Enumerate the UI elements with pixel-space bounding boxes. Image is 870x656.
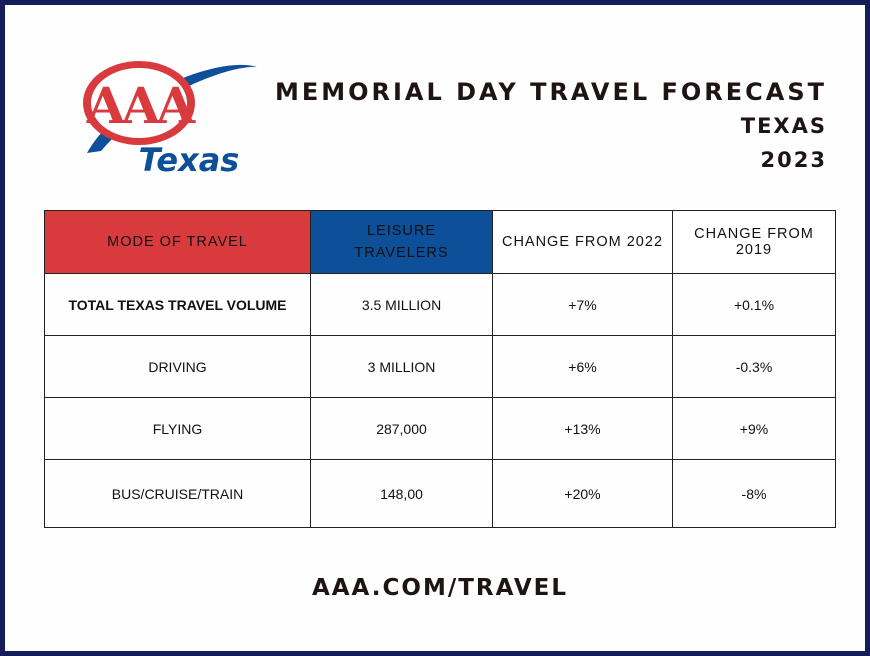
year-label: 2023 bbox=[760, 148, 827, 172]
header-change-2022: CHANGE FROM 2022 bbox=[493, 211, 673, 274]
footer-link[interactable]: AAA.COM/TRAVEL bbox=[311, 575, 569, 601]
row-mode: FLYING bbox=[45, 398, 311, 460]
row-change-2019: +0.1% bbox=[673, 274, 836, 336]
header-leisure-line2: TRAVELERS bbox=[354, 245, 449, 261]
row-change-2022: +7% bbox=[493, 274, 673, 336]
header-mode: MODE OF TRAVEL bbox=[45, 211, 311, 274]
table-row bbox=[45, 336, 836, 398]
row-change-2019: -8% bbox=[673, 460, 836, 528]
header bbox=[275, 75, 827, 177]
header-leisure-travelers bbox=[311, 211, 493, 274]
row-travelers: 3.5 MILLION bbox=[311, 274, 493, 336]
table-row bbox=[45, 274, 836, 336]
aaa-texas-logo bbox=[79, 55, 259, 177]
header-leisure-line1: LEISURE bbox=[366, 223, 437, 239]
row-mode: TOTAL TEXAS TRAVEL VOLUME bbox=[45, 274, 311, 336]
row-change-2022: +13% bbox=[493, 398, 673, 460]
row-change-2019: +9% bbox=[673, 398, 836, 460]
forecast-table bbox=[44, 210, 836, 528]
row-mode: BUS/CRUISE/TRAIN bbox=[45, 460, 311, 528]
svg-text:Texas: Texas bbox=[138, 141, 240, 177]
table-row bbox=[45, 398, 836, 460]
header-change-2019: CHANGE FROM 2019 bbox=[673, 211, 836, 274]
table-header-row bbox=[45, 211, 836, 274]
row-change-2022: +20% bbox=[493, 460, 673, 528]
page-title: MEMORIAL DAY TRAVEL FORECAST bbox=[274, 78, 827, 106]
row-travelers: 287,000 bbox=[311, 398, 493, 460]
row-change-2022: +6% bbox=[493, 336, 673, 398]
svg-text:AAA: AAA bbox=[86, 76, 192, 135]
row-change-2019: -0.3% bbox=[673, 336, 836, 398]
table-row bbox=[45, 460, 836, 528]
row-travelers: 3 MILLION bbox=[311, 336, 493, 398]
row-travelers: 148,00 bbox=[311, 460, 493, 528]
state-label: TEXAS bbox=[740, 114, 827, 138]
row-mode: DRIVING bbox=[45, 336, 311, 398]
